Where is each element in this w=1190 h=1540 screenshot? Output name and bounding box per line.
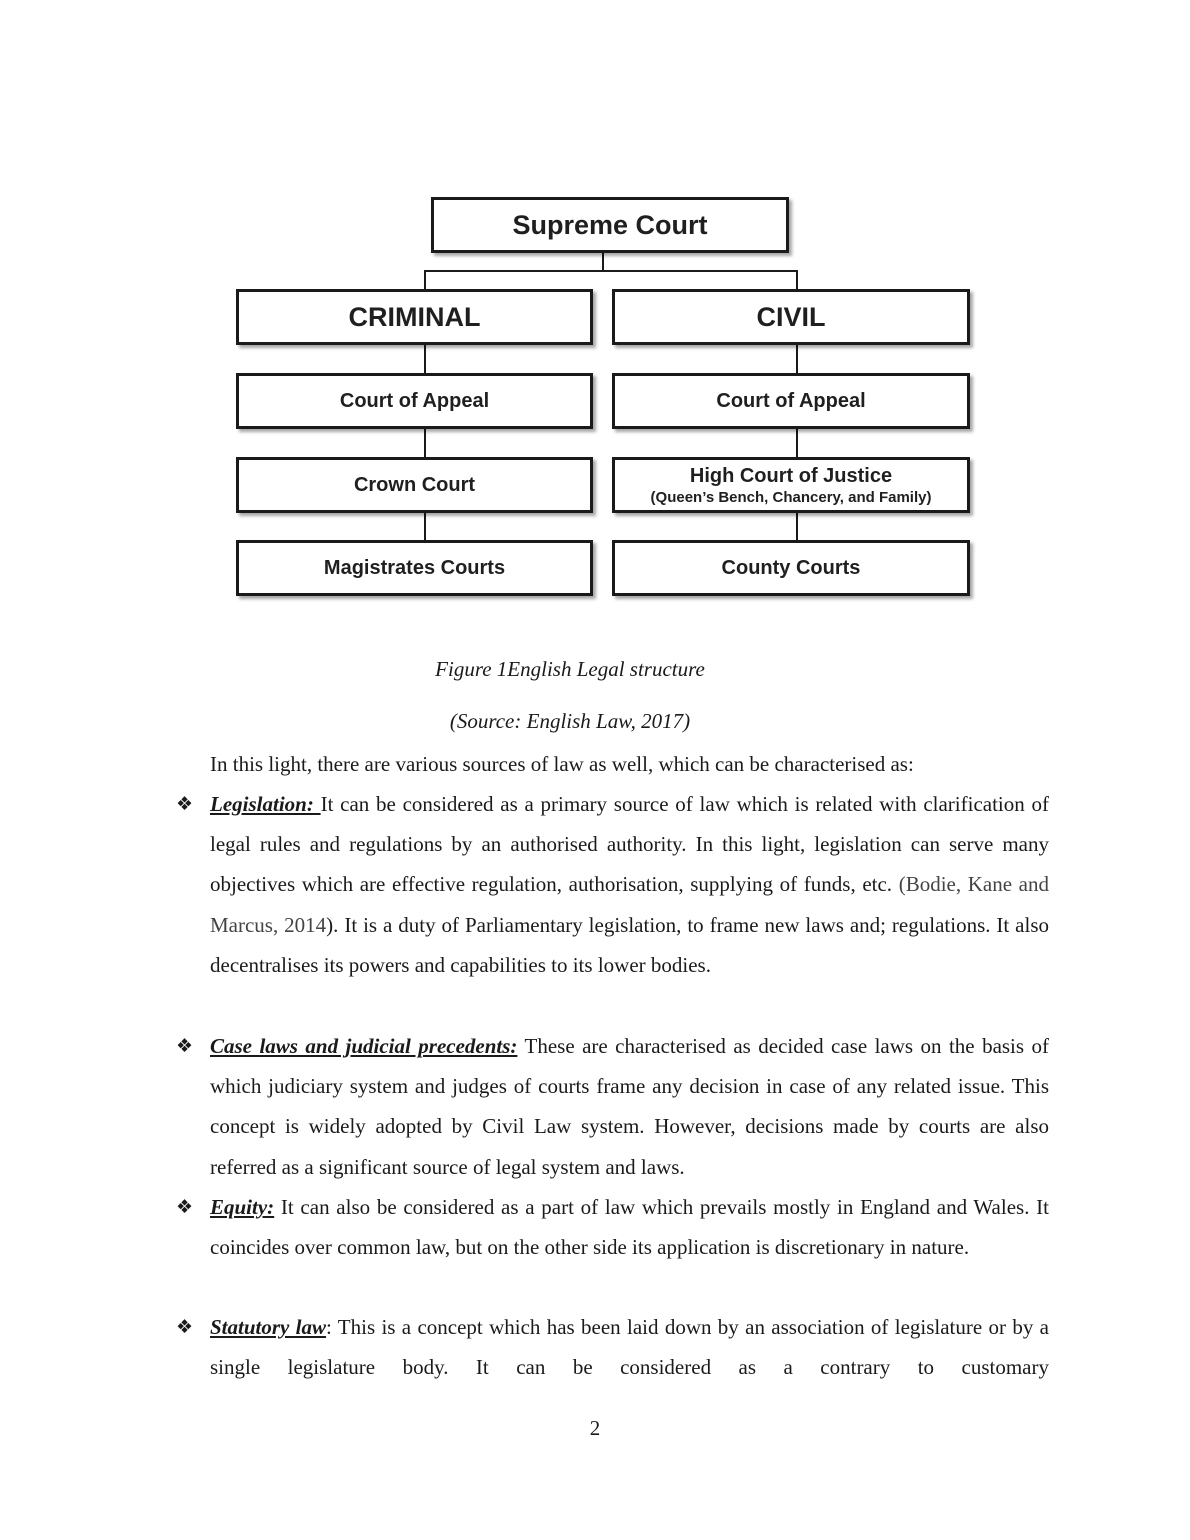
list-item-text <box>210 1307 1049 1387</box>
supreme-court-box <box>431 197 789 253</box>
list-item-body-continued: ). It is a duty of Parliamentary legislation, to frame new laws and; regulations. It also decentralises its powers and capabilities to its lower bodies. <box>210 912 1049 977</box>
bullet-icon: ❖ <box>176 1035 194 1057</box>
criminal-heading-box <box>236 289 593 345</box>
civil-court-of-appeal-box <box>612 373 970 429</box>
bullet-icon: ❖ <box>176 1316 194 1338</box>
list-item-text <box>210 1187 1049 1267</box>
supreme-court-label: Supreme Court <box>512 209 708 240</box>
criminal-court-of-appeal-label: Court of Appeal <box>339 389 490 412</box>
connector <box>424 428 426 458</box>
connector <box>796 512 798 542</box>
list-item-text <box>210 784 1049 985</box>
intro-paragraph: In this light, there are various sources of law as well, which can be characterised as: <box>210 752 914 776</box>
civil-heading-label: CIVIL <box>756 301 826 332</box>
criminal-court-of-appeal-box <box>236 373 593 429</box>
connector <box>424 344 426 374</box>
court-structure-diagram <box>0 0 1190 620</box>
list-item-term: Case laws and judicial precedents: <box>210 1034 518 1058</box>
connector <box>424 270 426 290</box>
connector <box>424 270 798 272</box>
crown-court-label: Crown Court <box>353 473 476 496</box>
citation: (Bodie, Kane and Marcus, 2014 <box>210 872 1049 937</box>
bullet-icon: ❖ <box>176 793 194 815</box>
high-court-box <box>612 457 970 513</box>
magistrates-courts-box <box>236 540 593 596</box>
civil-heading-box <box>612 289 970 345</box>
connector <box>424 512 426 542</box>
list-item-body: These are characterised as decided case laws on the basis of which judiciary system and judges of courts frame any decision in case of any related issue. This concept is widely adopted by Civil Law system. However, decisions made by courts are also referred as a significant source of legal system and laws. <box>210 1034 1050 1179</box>
connector <box>796 270 798 290</box>
county-courts-label: County Courts <box>721 556 861 579</box>
county-courts-box <box>612 540 970 596</box>
list-item-term: Statutory law <box>210 1315 327 1339</box>
criminal-heading-label: CRIMINAL <box>348 301 481 332</box>
connector <box>796 344 798 374</box>
connector <box>602 251 604 271</box>
list-item-term: Equity: <box>210 1195 275 1219</box>
list-item-term: Legislation: <box>210 792 321 816</box>
page-number: 2 <box>589 1416 601 1440</box>
figure-source: (Source: English Law, 2017) <box>449 709 691 733</box>
civil-court-of-appeal-label: Court of Appeal <box>716 389 866 412</box>
high-court-sublabel: (Queen’s Bench, Chancery, and Family) <box>650 488 932 506</box>
magistrates-courts-label: Magistrates Courts <box>323 556 506 579</box>
crown-court-box <box>236 457 593 513</box>
list-item-body: : This is a concept which has been laid down by an association of legislature or by a single legislature body. It can be considered as a contrary to customary <box>210 1315 1049 1380</box>
connector <box>796 428 798 458</box>
list-item-body: It can also be considered as a part of law which prevails mostly in England and Wales. It coincides over common law, but on the other side its application is discretionary in nature. <box>210 1195 1049 1260</box>
list-item-body: It can be considered as a primary source of law which is related with clarification of legal rules and regulations by an authorised authority. In this light, legislation can serve many objectives which are effective regulation, authorisation, supplying of funds, etc. <box>210 792 1049 897</box>
high-court-label: High Court of Justice <box>689 464 893 487</box>
list-item-text <box>210 1026 1049 1187</box>
figure-caption: Figure 1English Legal structure <box>435 657 705 681</box>
bullet-icon: ❖ <box>176 1196 194 1218</box>
